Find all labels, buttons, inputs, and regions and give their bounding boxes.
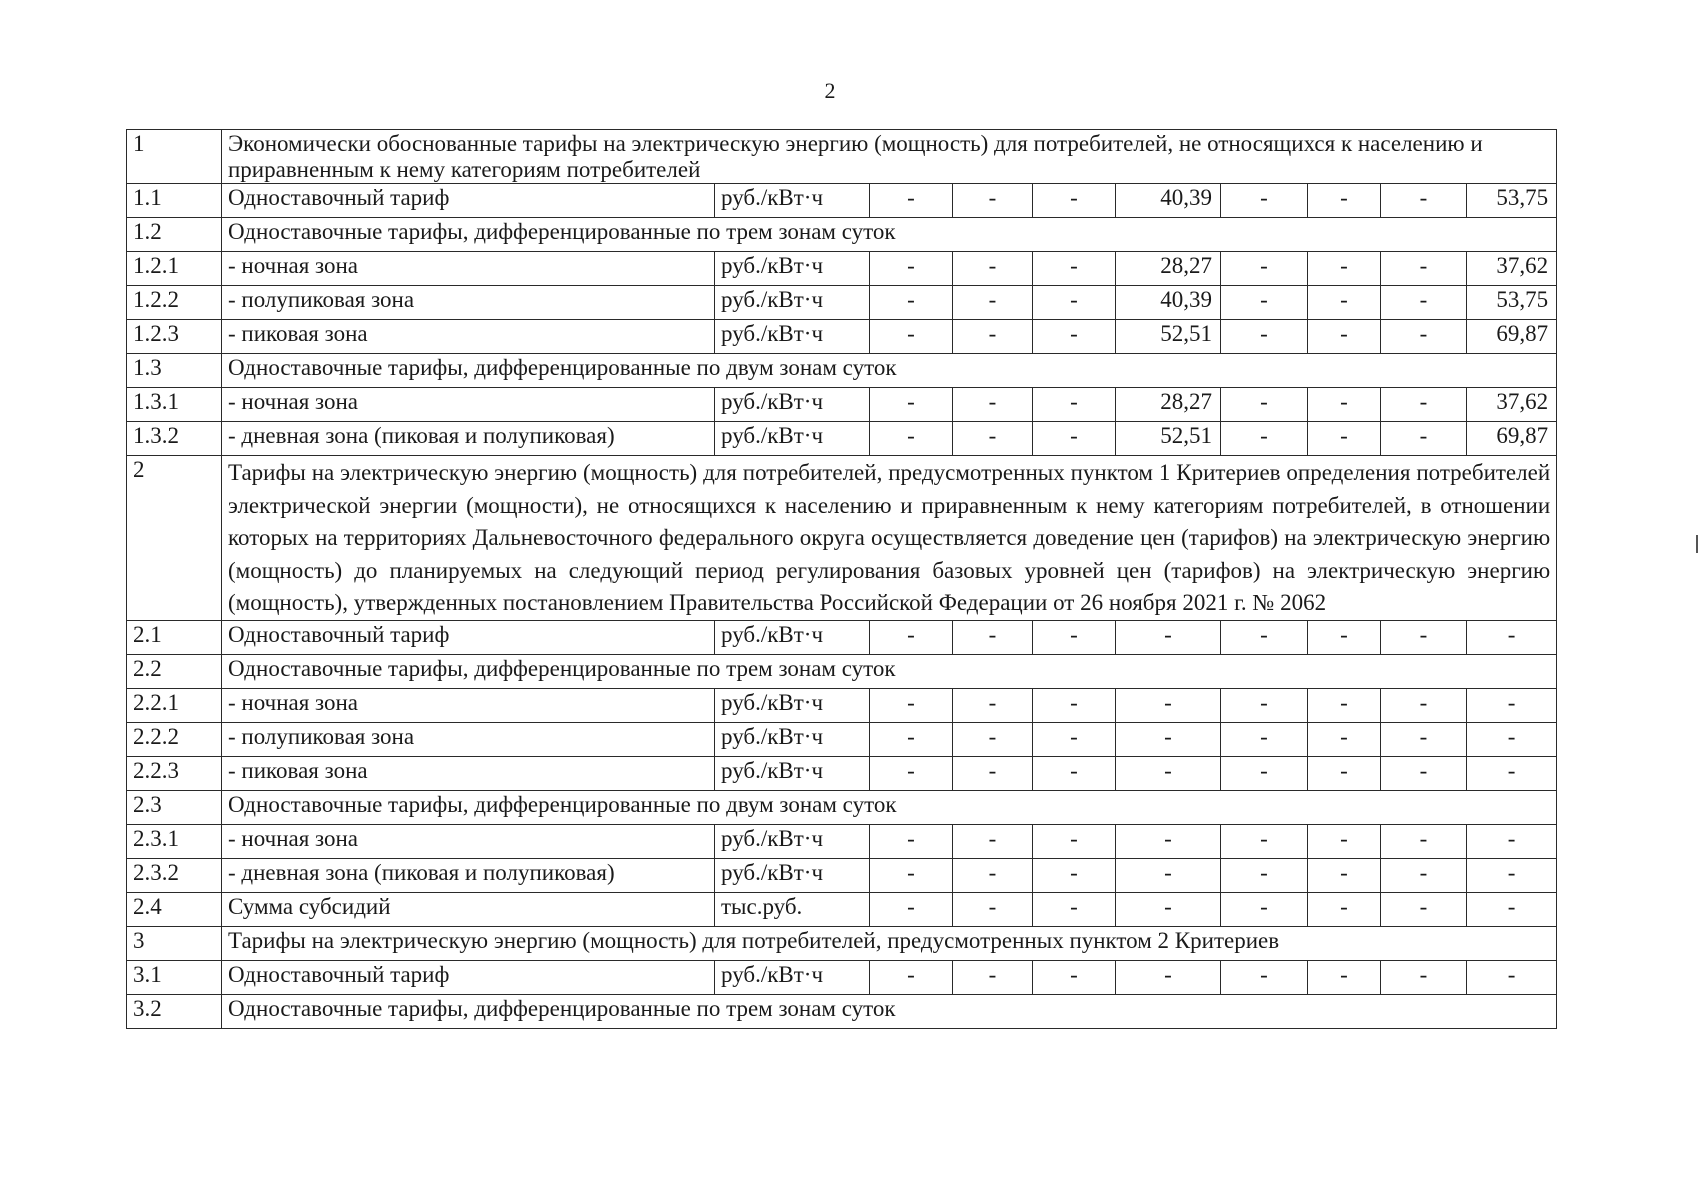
value-cell: - (1033, 620, 1116, 654)
value-cell: - (1308, 286, 1381, 320)
section-title: Одноставочные тарифы, дифференцированные по трем зонам суток (222, 218, 1557, 252)
value-cell: 37,62 (1467, 252, 1557, 286)
value-cell: - (1381, 620, 1467, 654)
value-cell: - (870, 756, 953, 790)
value-cell: - (1308, 620, 1381, 654)
table-row (127, 892, 1557, 926)
value-cell: - (1116, 688, 1221, 722)
value-cell: - (953, 388, 1033, 422)
value-cell: - (870, 252, 953, 286)
section-title: Экономически обоснованные тарифы на электрическую энергию (мощность) для потребителей, не относящихся к населению и приравненным к нему категориям потребителей (222, 130, 1557, 184)
value-cell: - (1381, 960, 1467, 994)
row-number: 1.3 (127, 354, 222, 388)
value-cell: - (1116, 756, 1221, 790)
value-cell: - (1381, 422, 1467, 456)
row-name: - ночная зона (222, 388, 715, 422)
value-cell: 53,75 (1467, 286, 1557, 320)
row-number: 1 (127, 130, 222, 184)
row-name: Одноставочный тариф (222, 960, 715, 994)
value-cell: - (953, 960, 1033, 994)
value-cell: - (870, 320, 953, 354)
value-cell: - (1033, 422, 1116, 456)
value-cell: - (870, 286, 953, 320)
value-cell: - (1381, 320, 1467, 354)
row-number: 2 (127, 456, 222, 621)
value-cell: - (870, 620, 953, 654)
value-cell: - (1116, 892, 1221, 926)
value-cell: - (1221, 286, 1308, 320)
table-row (127, 688, 1557, 722)
value-cell: - (1308, 184, 1381, 218)
value-cell: 52,51 (1116, 320, 1221, 354)
value-cell: - (1467, 722, 1557, 756)
section-row (127, 926, 1557, 960)
value-cell: - (1308, 722, 1381, 756)
value-cell: - (870, 892, 953, 926)
row-name: - ночная зона (222, 252, 715, 286)
value-cell: - (1381, 858, 1467, 892)
table-row (127, 722, 1557, 756)
value-cell: - (1116, 824, 1221, 858)
row-unit: руб./кВт·ч (715, 286, 870, 320)
tariff-table-body (127, 130, 1557, 1029)
section-row (127, 654, 1557, 688)
row-number: 3.1 (127, 960, 222, 994)
value-cell: - (953, 756, 1033, 790)
row-number: 1.1 (127, 184, 222, 218)
table-row (127, 388, 1557, 422)
row-unit: руб./кВт·ч (715, 824, 870, 858)
value-cell: - (1221, 388, 1308, 422)
value-cell: - (1308, 688, 1381, 722)
row-number: 2.3.1 (127, 824, 222, 858)
value-cell: - (1221, 184, 1308, 218)
row-number: 1.2 (127, 218, 222, 252)
value-cell: - (1467, 688, 1557, 722)
row-number: 3.2 (127, 994, 222, 1028)
row-name: - ночная зона (222, 824, 715, 858)
value-cell: - (1033, 286, 1116, 320)
row-number: 2.1 (127, 620, 222, 654)
row-name: - пиковая зона (222, 320, 715, 354)
section-title: Тарифы на электрическую энергию (мощность) для потребителей, предусмотренных пунктом 2 Критериев (222, 926, 1557, 960)
row-name: - полупиковая зона (222, 722, 715, 756)
value-cell: 69,87 (1467, 320, 1557, 354)
value-cell: - (953, 688, 1033, 722)
value-cell: - (1308, 960, 1381, 994)
value-cell: - (1221, 824, 1308, 858)
row-number: 2.2.2 (127, 722, 222, 756)
value-cell: - (870, 688, 953, 722)
value-cell: 40,39 (1116, 286, 1221, 320)
value-cell: - (953, 320, 1033, 354)
row-number: 1.3.1 (127, 388, 222, 422)
row-name: - дневная зона (пиковая и полупиковая) (222, 422, 715, 456)
value-cell: - (1308, 252, 1381, 286)
value-cell: - (1033, 858, 1116, 892)
section-title: Тарифы на электрическую энергию (мощность) для потребителей, предусмотренных пунктом 1 Критериев определения потребителей электрической энергии (мощности), не относящихся к населению и приравненным к нему категориям потребителей, в отношении которых на территориях Дальневосточного федерального округа осуществляется доведение цен (тарифов) на электрическую энергию (мощность) до планируемых на следующий период регулирования базовых уровней цен (тарифов) на электрическую энергию (мощность), утвержденных постановлением Правительства Российской Федерации от 26 ноября 2021 г. № 2062 (222, 456, 1557, 621)
value-cell: - (870, 722, 953, 756)
value-cell: - (1033, 320, 1116, 354)
table-row (127, 824, 1557, 858)
value-cell: 37,62 (1467, 388, 1557, 422)
table-row (127, 960, 1557, 994)
value-cell: - (1381, 824, 1467, 858)
section-title: Одноставочные тарифы, дифференцированные по трем зонам суток (222, 994, 1557, 1028)
value-cell: - (870, 960, 953, 994)
row-number: 2.3 (127, 790, 222, 824)
row-number: 1.2.1 (127, 252, 222, 286)
section-row (127, 994, 1557, 1028)
row-unit: тыс.руб. (715, 892, 870, 926)
value-cell: - (1033, 388, 1116, 422)
value-cell: 28,27 (1116, 388, 1221, 422)
value-cell: - (1116, 722, 1221, 756)
value-cell: - (953, 422, 1033, 456)
row-unit: руб./кВт·ч (715, 388, 870, 422)
section-row (127, 790, 1557, 824)
row-number: 2.2.1 (127, 688, 222, 722)
value-cell: - (1221, 892, 1308, 926)
section-title: Одноставочные тарифы, дифференцированные по двум зонам суток (222, 790, 1557, 824)
value-cell: - (1221, 620, 1308, 654)
value-cell: - (953, 892, 1033, 926)
row-name: - дневная зона (пиковая и полупиковая) (222, 858, 715, 892)
value-cell: - (1381, 184, 1467, 218)
row-unit: руб./кВт·ч (715, 688, 870, 722)
value-cell: - (1467, 892, 1557, 926)
row-number: 1.3.2 (127, 422, 222, 456)
table-row (127, 858, 1557, 892)
value-cell: - (1467, 960, 1557, 994)
table-row (127, 422, 1557, 456)
value-cell: - (1308, 388, 1381, 422)
table-row (127, 320, 1557, 354)
value-cell: - (1033, 252, 1116, 286)
value-cell: - (1221, 960, 1308, 994)
value-cell: - (953, 824, 1033, 858)
value-cell: - (1308, 320, 1381, 354)
value-cell: - (1221, 320, 1308, 354)
row-unit: руб./кВт·ч (715, 722, 870, 756)
tariff-table (126, 129, 1557, 1029)
value-cell: - (1221, 858, 1308, 892)
value-cell: - (953, 858, 1033, 892)
value-cell: - (1116, 620, 1221, 654)
value-cell: - (1467, 858, 1557, 892)
value-cell: - (1308, 892, 1381, 926)
row-unit: руб./кВт·ч (715, 960, 870, 994)
row-number: 2.2 (127, 654, 222, 688)
value-cell: - (1116, 960, 1221, 994)
row-name: Одноставочный тариф (222, 184, 715, 218)
value-cell: - (1116, 858, 1221, 892)
row-number: 2.4 (127, 892, 222, 926)
value-cell: - (870, 184, 953, 218)
section-row (127, 354, 1557, 388)
table-row (127, 620, 1557, 654)
value-cell: - (1381, 892, 1467, 926)
value-cell: - (1033, 892, 1116, 926)
row-number: 2.2.3 (127, 756, 222, 790)
value-cell: - (1221, 252, 1308, 286)
table-row (127, 286, 1557, 320)
table-row (127, 184, 1557, 218)
row-name: - полупиковая зона (222, 286, 715, 320)
value-cell: - (1467, 756, 1557, 790)
value-cell: - (1308, 858, 1381, 892)
value-cell: - (1033, 722, 1116, 756)
value-cell: - (1033, 756, 1116, 790)
value-cell: - (1308, 824, 1381, 858)
value-cell: - (1381, 722, 1467, 756)
value-cell: - (1308, 756, 1381, 790)
section-row (127, 456, 1557, 621)
table-row (127, 252, 1557, 286)
row-unit: руб./кВт·ч (715, 620, 870, 654)
value-cell: - (953, 286, 1033, 320)
row-unit: руб./кВт·ч (715, 184, 870, 218)
value-cell: 69,87 (1467, 422, 1557, 456)
section-title: Одноставочные тарифы, дифференцированные по двум зонам суток (222, 354, 1557, 388)
row-number: 1.2.2 (127, 286, 222, 320)
value-cell: - (1467, 824, 1557, 858)
value-cell: 52,51 (1116, 422, 1221, 456)
row-name: Одноставочный тариф (222, 620, 715, 654)
row-unit: руб./кВт·ч (715, 756, 870, 790)
row-number: 2.3.2 (127, 858, 222, 892)
value-cell: - (1381, 286, 1467, 320)
value-cell: - (1033, 824, 1116, 858)
value-cell: - (1381, 252, 1467, 286)
value-cell: - (1033, 688, 1116, 722)
value-cell: - (953, 620, 1033, 654)
row-unit: руб./кВт·ч (715, 422, 870, 456)
row-unit: руб./кВт·ч (715, 320, 870, 354)
table-row (127, 756, 1557, 790)
value-cell: - (870, 422, 953, 456)
section-title: Одноставочные тарифы, дифференцированные по трем зонам суток (222, 654, 1557, 688)
row-name: - пиковая зона (222, 756, 715, 790)
row-unit: руб./кВт·ч (715, 252, 870, 286)
section-row (127, 130, 1557, 184)
row-number: 1.2.3 (127, 320, 222, 354)
value-cell: - (1381, 688, 1467, 722)
value-cell: - (1221, 422, 1308, 456)
value-cell: - (1381, 388, 1467, 422)
value-cell: - (1221, 688, 1308, 722)
value-cell: - (1033, 960, 1116, 994)
row-number: 3 (127, 926, 222, 960)
page-number: 2 (824, 78, 836, 103)
value-cell: - (870, 824, 953, 858)
value-cell: 53,75 (1467, 184, 1557, 218)
value-cell: - (1221, 756, 1308, 790)
value-cell: - (870, 388, 953, 422)
value-cell: - (1033, 184, 1116, 218)
value-cell: - (953, 252, 1033, 286)
value-cell: 40,39 (1116, 184, 1221, 218)
value-cell: - (953, 722, 1033, 756)
value-cell: - (1467, 620, 1557, 654)
section-row (127, 218, 1557, 252)
value-cell: - (1308, 422, 1381, 456)
value-cell: - (953, 184, 1033, 218)
value-cell: - (1221, 722, 1308, 756)
value-cell: 28,27 (1116, 252, 1221, 286)
row-unit: руб./кВт·ч (715, 858, 870, 892)
row-name: - ночная зона (222, 688, 715, 722)
value-cell: - (1381, 756, 1467, 790)
value-cell: - (870, 858, 953, 892)
row-name: Сумма субсидий (222, 892, 715, 926)
